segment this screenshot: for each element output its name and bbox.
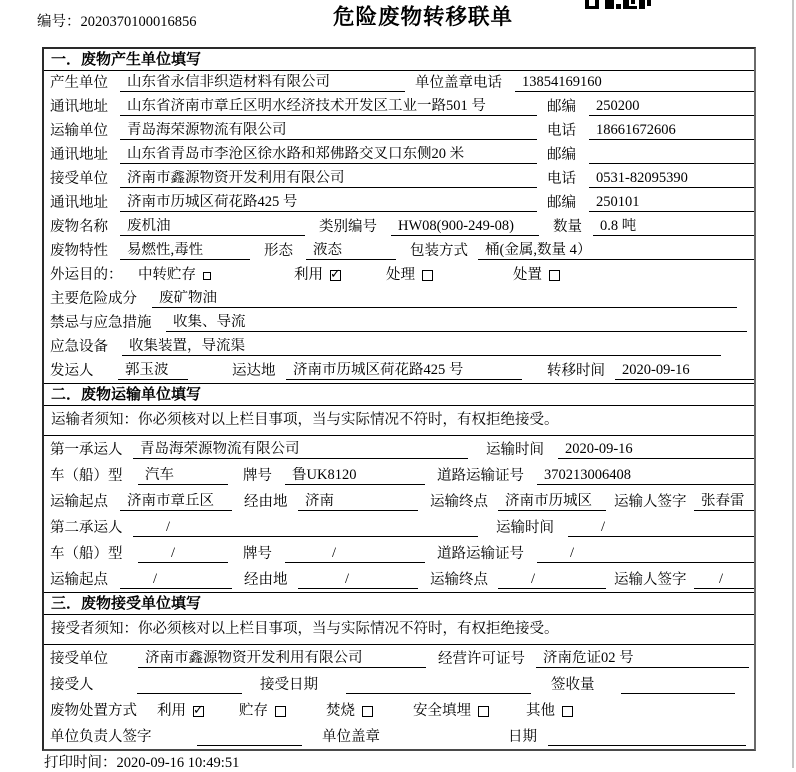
transport-time-2-label: 运输时间 xyxy=(496,520,554,536)
waste-code-value: HW08(900-249-08) xyxy=(391,218,539,236)
route-start-label: 运输起点 xyxy=(50,494,108,510)
print-time-value: 2020-09-16 10:49:51 xyxy=(116,755,240,771)
transporter-phone-label: 电话 xyxy=(547,123,576,139)
destination-value: 济南市历城区荷花路425 号 xyxy=(286,362,522,380)
serial-label: 编号： xyxy=(37,14,81,30)
destination-label: 运达地 xyxy=(232,363,276,379)
section-transporter xyxy=(44,383,754,592)
equipment-label: 应急设备 xyxy=(50,339,108,355)
row-waste-property xyxy=(44,239,754,263)
purpose-dispose-checkbox xyxy=(549,270,560,281)
row-waste-name xyxy=(44,215,754,239)
receiver-phone-label: 电话 xyxy=(547,171,576,187)
purpose-option-treat-label: 处理 xyxy=(386,267,415,283)
sign-date-label: 日期 xyxy=(508,729,537,745)
vehicle-type-value: 汽车 xyxy=(138,467,228,485)
row-second-carrier xyxy=(44,514,754,540)
plate-2-label: 牌号 xyxy=(243,546,272,562)
row-transfer-purpose xyxy=(44,263,754,287)
route-via-value: 济南 xyxy=(298,493,418,511)
shipper-label: 发运人 xyxy=(50,363,94,379)
transporter-phone-value: 18661672606 xyxy=(589,122,754,140)
plate-2-value: / xyxy=(285,545,425,563)
accepting-unit-value: 济南市鑫源物资开发利用有限公司 xyxy=(138,650,426,668)
route-via-2-label: 经由地 xyxy=(244,572,288,588)
producer-phone-value: 13854169160 xyxy=(515,74,754,92)
purpose-label: 外运目的： xyxy=(50,267,123,283)
transporter-unit-value: 青岛海荣源物流有限公司 xyxy=(120,122,537,140)
carrier-sign-label: 运输人签字 xyxy=(614,494,687,510)
row-receiver-unit xyxy=(44,167,754,191)
route-end-label: 运输终点 xyxy=(430,494,488,510)
receiver-unit-label: 接受单位 xyxy=(50,171,108,187)
disposal-use-label: 利用 xyxy=(157,703,186,719)
row-producer-unit xyxy=(44,71,754,95)
road-cert-label: 道路运输证号 xyxy=(437,468,524,484)
road-cert-2-value: / xyxy=(537,545,754,563)
route-start-value: 济南市章丘区 xyxy=(120,493,232,511)
unit-seal-2-label: 单位盖章 xyxy=(322,729,380,745)
row-emergency-measures xyxy=(44,311,754,335)
disposal-other-checkbox xyxy=(562,706,573,717)
row-accepting-unit xyxy=(44,645,754,671)
transporter-address-value: 山东省青岛市李沧区徐水路和郑佛路交叉口东侧20 米 xyxy=(120,146,537,164)
shipper-value: 郭玉波 xyxy=(118,362,188,380)
purpose-treat-checkbox xyxy=(422,270,433,281)
waste-qty-label: 数量 xyxy=(553,219,582,235)
packing-label: 包装方式 xyxy=(410,243,468,259)
producer-address-label: 通讯地址 xyxy=(50,99,108,115)
route-via-label: 经由地 xyxy=(244,494,288,510)
row-receiver-address xyxy=(44,191,754,215)
responsible-sign-label: 单位负责人签字 xyxy=(50,729,152,745)
acceptor-label: 接受人 xyxy=(50,677,94,693)
section-receiver xyxy=(44,592,754,749)
transporter-zip-label: 邮编 xyxy=(547,147,576,163)
row-producer-address xyxy=(44,95,754,119)
transport-time-label: 运输时间 xyxy=(486,442,544,458)
received-qty-label: 签收量 xyxy=(551,677,595,693)
hazard-value: 废矿物油 xyxy=(152,290,737,308)
receiver-notice: 接受者须知：你必须核对以上栏目事项，当与实际情况不符时，有权拒绝接受。 xyxy=(44,615,754,645)
road-cert-2-label: 道路运输证号 xyxy=(437,546,524,562)
transfer-time-label: 转移时间 xyxy=(547,363,605,379)
waste-qty-value: 0.8 吨 xyxy=(593,218,754,236)
received-qty-value xyxy=(621,676,735,694)
manifest-form xyxy=(42,47,756,751)
second-carrier-label: 第二承运人 xyxy=(50,520,123,536)
section-producer-header: 一．废物产生单位填写 xyxy=(44,49,754,71)
producer-phone-label: 电话 xyxy=(473,75,502,91)
packing-value: 桶(金属,数量 4） xyxy=(478,242,754,260)
route-start-2-label: 运输起点 xyxy=(50,572,108,588)
disposal-use-checkbox xyxy=(193,706,204,717)
plate-label: 牌号 xyxy=(243,468,272,484)
responsible-sign-value xyxy=(197,728,302,746)
disposal-burn-checkbox xyxy=(362,706,373,717)
accept-date-label: 接受日期 xyxy=(260,677,318,693)
producer-unit-value: 山东省永信非织造材料有限公司 xyxy=(120,74,405,92)
purpose-storage-checkbox xyxy=(203,272,211,280)
transporter-unit-label: 运输单位 xyxy=(50,123,108,139)
row-shipper xyxy=(44,359,754,383)
acceptor-value xyxy=(137,676,242,694)
receiver-phone-value: 0531-82095390 xyxy=(589,170,754,188)
page-title: 危险废物转移联单 xyxy=(333,5,514,29)
measures-label: 禁忌与应急措施 xyxy=(50,315,152,331)
serial-value: 2020370100016856 xyxy=(80,14,197,30)
waste-form-label: 形态 xyxy=(264,243,293,259)
producer-address-value: 山东省济南市章丘区明水经济技术开发区工业一路501 号 xyxy=(120,98,537,116)
row-transporter-unit xyxy=(44,119,754,143)
route-end-2-label: 运输终点 xyxy=(430,572,488,588)
transporter-zip-value xyxy=(589,146,754,164)
receiver-zip-label: 邮编 xyxy=(547,195,576,211)
disposal-other-label: 其他 xyxy=(526,703,555,719)
first-carrier-value: 青岛海荣源物流有限公司 xyxy=(133,441,468,459)
carrier-sign-value: 张春雷 xyxy=(694,493,754,511)
plate-value: 鲁UK8120 xyxy=(285,467,425,485)
license-value: 济南危证02 号 xyxy=(536,650,749,668)
section-producer xyxy=(44,49,754,383)
route-end-value: 济南市历城区 xyxy=(498,493,606,511)
carrier-sign-2-label: 运输人签字 xyxy=(614,572,687,588)
waste-name-label: 废物名称 xyxy=(50,219,108,235)
vehicle-type-2-value: / xyxy=(138,545,228,563)
measures-value: 收集、导流 xyxy=(166,314,747,332)
vehicle-type-2-label: 车（船）型 xyxy=(50,546,123,562)
row-responsible-signature xyxy=(44,723,754,749)
row-route-1 xyxy=(44,488,754,514)
sign-date-value xyxy=(548,728,746,746)
waste-property-value: 易燃性,毒性 xyxy=(120,242,250,260)
disposal-burn-label: 焚烧 xyxy=(326,703,355,719)
row-vehicle-1 xyxy=(44,462,754,488)
transfer-time-value: 2020-09-16 xyxy=(615,362,754,380)
row-first-carrier xyxy=(44,436,754,462)
disposal-store-checkbox xyxy=(275,706,286,717)
purpose-option-storage-label: 中转贮存 xyxy=(138,267,196,283)
vehicle-type-label: 车（船）型 xyxy=(50,468,123,484)
waste-code-label: 类别编号 xyxy=(319,219,377,235)
carrier-sign-2-value: / xyxy=(694,571,754,589)
row-vehicle-2 xyxy=(44,540,754,566)
equipment-value: 收集装置，导流渠 xyxy=(122,338,721,356)
route-end-2-value: / xyxy=(498,571,606,589)
waste-property-label: 废物特性 xyxy=(50,243,108,259)
section-transporter-header: 二．废物运输单位填写 xyxy=(44,384,754,406)
disposal-label: 废物处置方式 xyxy=(50,703,137,719)
transport-time-2-value: / xyxy=(568,519,754,537)
disposal-landfill-label: 安全填埋 xyxy=(413,703,471,719)
row-acceptance xyxy=(44,671,754,697)
purpose-option-dispose-label: 处置 xyxy=(513,267,542,283)
first-carrier-label: 第一承运人 xyxy=(50,442,123,458)
receiver-address-value: 济南市历城区荷花路425 号 xyxy=(120,194,537,212)
disposal-store-label: 贮存 xyxy=(239,703,268,719)
producer-unit-label: 产生单位 xyxy=(50,75,108,91)
section-receiver-header: 三．废物接受单位填写 xyxy=(44,593,754,615)
print-time-line xyxy=(44,751,239,772)
serial-number-line xyxy=(37,10,197,31)
row-transporter-address xyxy=(44,143,754,167)
page-right-edge xyxy=(792,0,794,768)
hazard-label: 主要危险成分 xyxy=(50,291,137,307)
road-cert-value: 370213006408 xyxy=(537,467,754,485)
qr-code-fragment xyxy=(585,0,651,10)
unit-seal-label: 单位盖章 xyxy=(415,75,473,91)
row-emergency-equipment xyxy=(44,335,754,359)
second-carrier-value: / xyxy=(133,519,478,537)
row-disposal-method xyxy=(44,697,754,723)
receiver-unit-value: 济南市鑫源物资开发利用有限公司 xyxy=(120,170,537,188)
purpose-option-use-label: 利用 xyxy=(294,267,323,283)
purpose-use-checkbox xyxy=(330,270,341,281)
accepting-unit-label: 接受单位 xyxy=(50,651,108,667)
row-route-2 xyxy=(44,566,754,592)
route-via-2-value: / xyxy=(298,571,418,589)
producer-zip-label: 邮编 xyxy=(547,99,576,115)
transporter-notice: 运输者须知：你必须核对以上栏目事项，当与实际情况不符时，有权拒绝接受。 xyxy=(44,406,754,436)
waste-form-value: 液态 xyxy=(306,242,396,260)
accept-date-value xyxy=(346,676,531,694)
receiver-address-label: 通讯地址 xyxy=(50,195,108,211)
print-time-label: 打印时间： xyxy=(44,755,117,771)
producer-zip-value: 250200 xyxy=(589,98,754,116)
license-label: 经营许可证号 xyxy=(438,651,525,667)
transporter-address-label: 通讯地址 xyxy=(50,147,108,163)
disposal-landfill-checkbox xyxy=(478,706,489,717)
row-hazard-components xyxy=(44,287,754,311)
transport-time-value: 2020-09-16 xyxy=(558,441,754,459)
receiver-zip-value: 250101 xyxy=(589,194,754,212)
waste-name-value: 废机油 xyxy=(120,218,305,236)
route-start-2-value: / xyxy=(120,571,232,589)
